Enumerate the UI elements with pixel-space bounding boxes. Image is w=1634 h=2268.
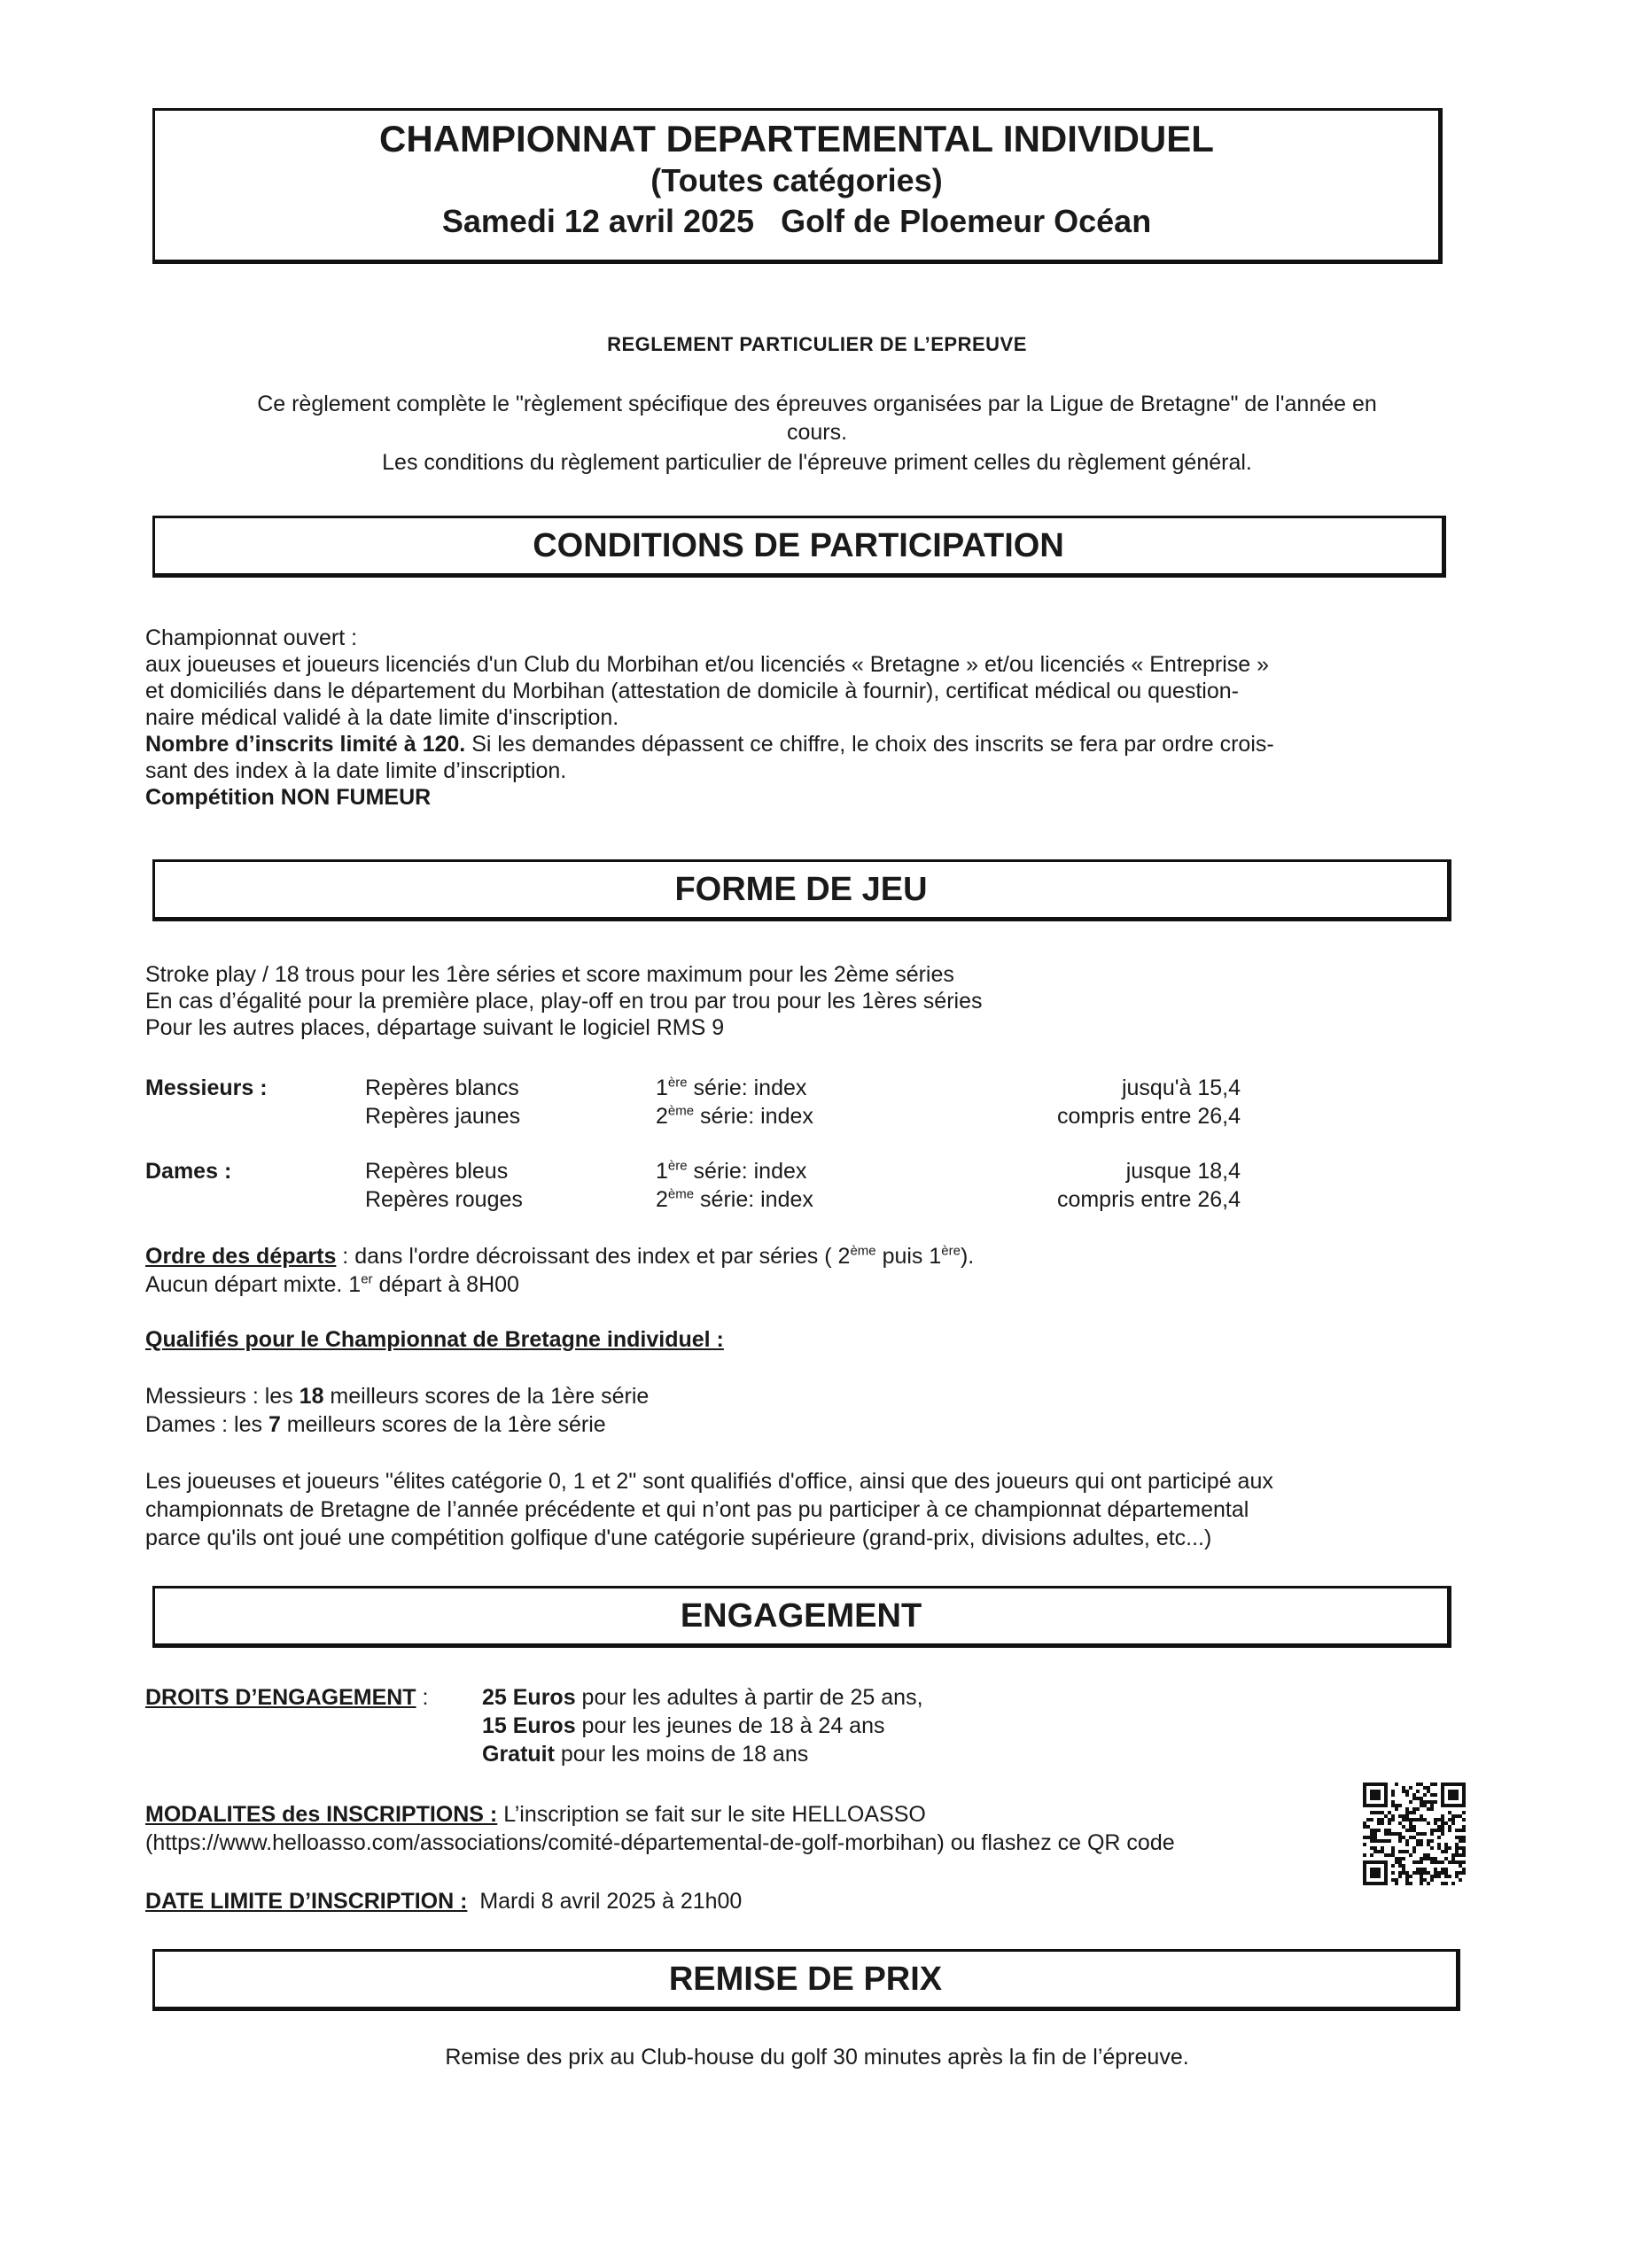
conditions-line-4: naire médical validé à la date limite d'inscription. — [145, 705, 619, 730]
elites-line-1: Les joueuses et joueurs "élites catégorie 0, 1 et 2" sont qualifiés d'office, ainsi que des joueurs qui ont participé aux — [145, 1469, 1273, 1494]
ordre-sup-2: ère — [941, 1243, 961, 1259]
remise-title: REMISE DE PRIX — [668, 1961, 943, 1998]
tee-blancs: Repères blancs — [365, 1076, 519, 1100]
serie-2-messieurs — [656, 1102, 813, 1130]
conditions-line-2: aux joueuses et joueurs licenciés d'un Club du Morbihan et/ou licenciés « Bretagne » et/ou licenciés « Entreprise » — [145, 652, 1270, 677]
conditions-line-5 — [145, 730, 1274, 758]
conditions-line-3: et domiciliés dans le département du Morbihan (attestation de domicile à fournir), certificat médical ou question- — [145, 679, 1239, 703]
conditions-line-6: sant des index à la date limite d’inscription. — [145, 758, 567, 783]
modalites-inscriptions — [145, 1800, 926, 1829]
range-dames-1: jusque 18,4 — [1125, 1159, 1241, 1184]
inscrits-limit: Nombre d’inscrits limité à 120. — [145, 732, 466, 757]
ordre-departs — [145, 1242, 974, 1270]
fee-adultes — [482, 1683, 923, 1712]
range-dames-2: compris entre 26,4 — [1056, 1187, 1241, 1212]
range-messieurs-1: jusqu'à 15,4 — [1121, 1076, 1241, 1100]
remise-text: Remise des prix au Club-house du golf 30 minutes après la fin de l’épreuve. — [445, 2045, 1189, 2070]
conditions-line-5-rest: Si les demandes dépassent ce chiffre, le choix des inscrits se fera par ordre crois- — [465, 732, 1274, 757]
fee-moins-18 — [482, 1740, 808, 1768]
conditions-title: CONDITIONS DE PARTICIPATION — [533, 527, 1064, 564]
tee-jaunes: Repères jaunes — [365, 1104, 521, 1129]
header-title: CHAMPIONNAT DEPARTEMENTAL INDIVIDUEL — [379, 118, 1214, 159]
fee-text: pour les adultes à partir de 25 ans, — [575, 1685, 923, 1710]
ordre-l2-sup: er — [361, 1271, 373, 1287]
serie-sup: ème — [667, 1186, 695, 1202]
qr-code-image[interactable] — [1363, 1783, 1466, 1885]
conditions-section-box — [152, 516, 1446, 578]
serie-num: 2 — [656, 1104, 668, 1129]
serie-text: série: index — [694, 1104, 813, 1129]
ordre-text-1: : dans l'ordre décroissant des index et par séries ( 2 — [336, 1244, 851, 1269]
ordre-text-3: ). — [960, 1244, 975, 1269]
serie-sup: ère — [667, 1075, 688, 1091]
date-limite-text: Mardi 8 avril 2025 à 21h00 — [467, 1889, 743, 1914]
modalites-text: L’inscription se fait sur le site HELLOASSO — [497, 1802, 926, 1827]
qualif-m-a: Messieurs : les — [145, 1384, 300, 1409]
forme-section-box — [152, 859, 1451, 921]
reglement-p1b: cours. — [786, 420, 848, 445]
forme-line-2: En cas d’égalité pour la première place, play-off en trou par trou pour les 1ères séries — [145, 989, 983, 1014]
serie-1-dames — [656, 1157, 806, 1185]
qualifies-dames — [145, 1410, 606, 1439]
ordre-departs-label: Ordre des départs — [145, 1244, 337, 1269]
header-subtitle: (Toutes catégories) — [650, 162, 943, 198]
fee-amount: 15 Euros — [482, 1713, 576, 1738]
ordre-sup-1: ème — [850, 1243, 876, 1259]
qualif-m-b: meilleurs scores de la 1ère série — [323, 1384, 650, 1409]
date-limite-label: DATE LIMITE D’INSCRIPTION : — [145, 1889, 468, 1914]
reglement-p2: Les conditions du règlement particulier de l'épreuve priment celles du règlement général. — [382, 450, 1252, 475]
fee-amount: 25 Euros — [482, 1685, 576, 1710]
ordre-text-2: puis 1 — [875, 1244, 942, 1269]
tee-bleus: Repères bleus — [365, 1159, 509, 1184]
qualifies-messieurs — [145, 1382, 649, 1410]
qualifies-title: Qualifiés pour le Championnat de Bretagne individuel : — [145, 1327, 724, 1352]
fee-amount: Gratuit — [482, 1742, 555, 1767]
date-limite — [145, 1887, 742, 1915]
ordre-l2-a: Aucun départ mixte. 1 — [145, 1272, 362, 1297]
elites-line-3: parce qu'ils ont joué une compétition golfique d'une catégorie supérieure (grand-prix, divisions adultes, etc...) — [145, 1526, 1212, 1550]
droits-sep: : — [416, 1685, 429, 1710]
serie-num: 1 — [656, 1076, 668, 1100]
conditions-line-1: Championnat ouvert : — [145, 625, 358, 650]
qualif-d-b: meilleurs scores de la 1ère série — [280, 1412, 606, 1437]
engagement-title: ENGAGEMENT — [680, 1597, 922, 1635]
reglement-p1a: Ce règlement complète le "règlement spécifique des épreuves organisées par la Ligue de Bretagne" de l'année en — [257, 392, 1377, 416]
dames-label: Dames : — [145, 1159, 232, 1184]
serie-num: 1 — [656, 1159, 668, 1184]
ordre-departs-line-2 — [145, 1270, 519, 1299]
serie-text: série: index — [687, 1159, 807, 1184]
serie-1-messieurs — [656, 1074, 806, 1102]
serie-text: série: index — [687, 1076, 807, 1100]
forme-title: FORME DE JEU — [674, 871, 928, 908]
droits-engagement — [145, 1683, 428, 1712]
qualif-m-n: 18 — [299, 1384, 324, 1409]
modalites-label: MODALITES des INSCRIPTIONS : — [145, 1802, 498, 1827]
serie-2-dames — [656, 1185, 813, 1214]
serie-text: série: index — [694, 1187, 813, 1212]
reglement-title: REGLEMENT PARTICULIER DE L’EPREUVE — [607, 333, 1027, 355]
serie-sup: ème — [667, 1103, 695, 1119]
fee-jeunes — [482, 1712, 884, 1740]
fee-text: pour les jeunes de 18 à 24 ans — [575, 1713, 885, 1738]
header-box — [152, 108, 1443, 264]
ordre-l2-b: départ à 8H00 — [372, 1272, 519, 1297]
qualif-d-a: Dames : les — [145, 1412, 268, 1437]
header-date-location: Samedi 12 avril 2025 Golf de Ploemeur Océan — [441, 203, 1152, 239]
qualif-d-n: 7 — [268, 1412, 281, 1437]
helloasso-link[interactable]: (https://www.helloasso.com/associations/comité-départemental-de-golf-morbihan) ou flashez ce QR code — [145, 1830, 1175, 1855]
engagement-section-box — [152, 1586, 1451, 1648]
forme-line-1: Stroke play / 18 trous pour les 1ère séries et score maximum pour les 2ème séries — [145, 962, 954, 987]
remise-section-box — [152, 1949, 1460, 2011]
elites-line-2: championnats de Bretagne de l’année précédente et qui n’ont pas pu participer à ce championnat départemental — [145, 1497, 1249, 1522]
forme-line-3: Pour les autres places, départage suivant le logiciel RMS 9 — [145, 1015, 725, 1040]
serie-num: 2 — [656, 1187, 668, 1212]
range-messieurs-2: compris entre 26,4 — [1056, 1104, 1241, 1129]
tee-rouges: Repères rouges — [365, 1187, 523, 1212]
serie-sup: ère — [667, 1158, 688, 1174]
fee-text: pour les moins de 18 ans — [554, 1742, 809, 1767]
messieurs-label: Messieurs : — [145, 1076, 268, 1100]
non-fumeur: Compétition NON FUMEUR — [145, 785, 432, 810]
droits-label: DROITS D’ENGAGEMENT — [145, 1685, 416, 1710]
